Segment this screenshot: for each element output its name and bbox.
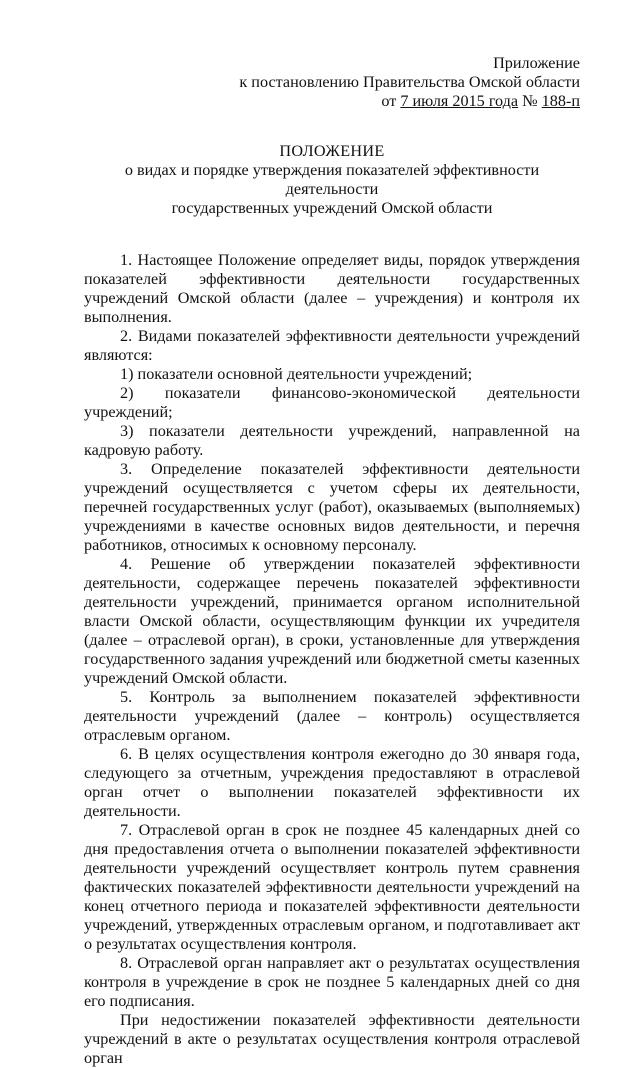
paragraph-1: 1. Настоящее Положение определяет виды, порядок утверждения показателей эффективности деятельности государственных учреждений Омской области (далее – учреждения) и контроля их выполнения.: [84, 251, 580, 326]
document-title: [84, 142, 580, 218]
paragraph-8: 8. Отраслевой орган направляет акт о результатах осуществления контроля в учреждение в срок не позднее 5 календарных дней со дня его подписания.: [84, 954, 580, 1010]
appendix-number: 188-п: [541, 92, 580, 110]
paragraph-6: 6. В целях осуществления контроля ежегодно до 30 января года, следующего за отчетным, учреждения предоставляют в отраслевой орган отчет о выполнении показателей эффективности их деятельности.: [84, 745, 580, 820]
appendix-date: 7 июля 2015 года: [400, 92, 519, 110]
document-title-line3: государственных учреждений Омской области: [171, 199, 493, 217]
appendix-label: Приложение: [493, 54, 580, 72]
paragraph-2-item-1: 1) показатели основной деятельности учреждений;: [120, 365, 473, 383]
appendix-header: [84, 54, 580, 111]
paragraph-2-item-2: 2) показатели финансово-экономической деятельности учреждений;: [84, 384, 580, 421]
appendix-date-prefix: от: [381, 92, 401, 110]
paragraph-8-continuation: При недостижении показателей эффективности деятельности учреждений в акте о результатах осуществления контроля отраслевой орган: [84, 1011, 580, 1067]
document-body: [84, 251, 580, 1068]
paragraph-4: 4. Решение об утверждении показателей эффективности деятельности, содержащее перечень показателей эффективности деятельности учреждений, принимается органом исполнительной власти Омской области, осуществляющим функции их учредителя (далее – отраслевой орган), в сроки, установленные для утверждения государственного задания учреждений или бюджетной сметы казенных учреждений Омской области.: [84, 555, 580, 687]
document-title-main: ПОЛОЖЕНИЕ: [279, 142, 385, 160]
document-title-line2: о видах и порядке утверждения показателей эффективности деятельности: [124, 161, 540, 198]
appendix-date-line: [84, 92, 580, 111]
paragraph-3: 3. Определение показателей эффективности деятельности учреждений осуществляется с учетом сферы их деятельности, перечней государственных услуг (работ), оказываемых (выполняемых) учреждениями в качестве основных видов деятельности, и перечня работников, относимых к основному персоналу.: [84, 460, 580, 554]
paragraph-2-item-3: 3) показатели деятельности учреждений, направленной на кадровую работу.: [84, 422, 580, 459]
paragraph-5: 5. Контроль за выполнением показателей эффективности деятельности учреждений (далее – контроль) осуществляется отраслевым органом.: [84, 688, 580, 744]
appendix-number-sign: №: [518, 92, 542, 110]
paragraph-2: 2. Видами показателей эффективности деятельности учреждений являются:: [84, 327, 580, 364]
paragraph-7: 7. Отраслевой орган в срок не позднее 45 календарных дней со дня предоставления отчета о выполнении показателей эффективности деятельности учреждений осуществляет контроль путем сравнения фактических показателей эффективности деятельности учреждений на конец отчетного периода и показателей эффективности деятельности учреждений, утвержденных отраслевым органом, и подготавливает акт о результатах осуществления контроля.: [84, 821, 580, 953]
appendix-resolution-line: к постановлению Правительства Омской области: [239, 73, 580, 91]
